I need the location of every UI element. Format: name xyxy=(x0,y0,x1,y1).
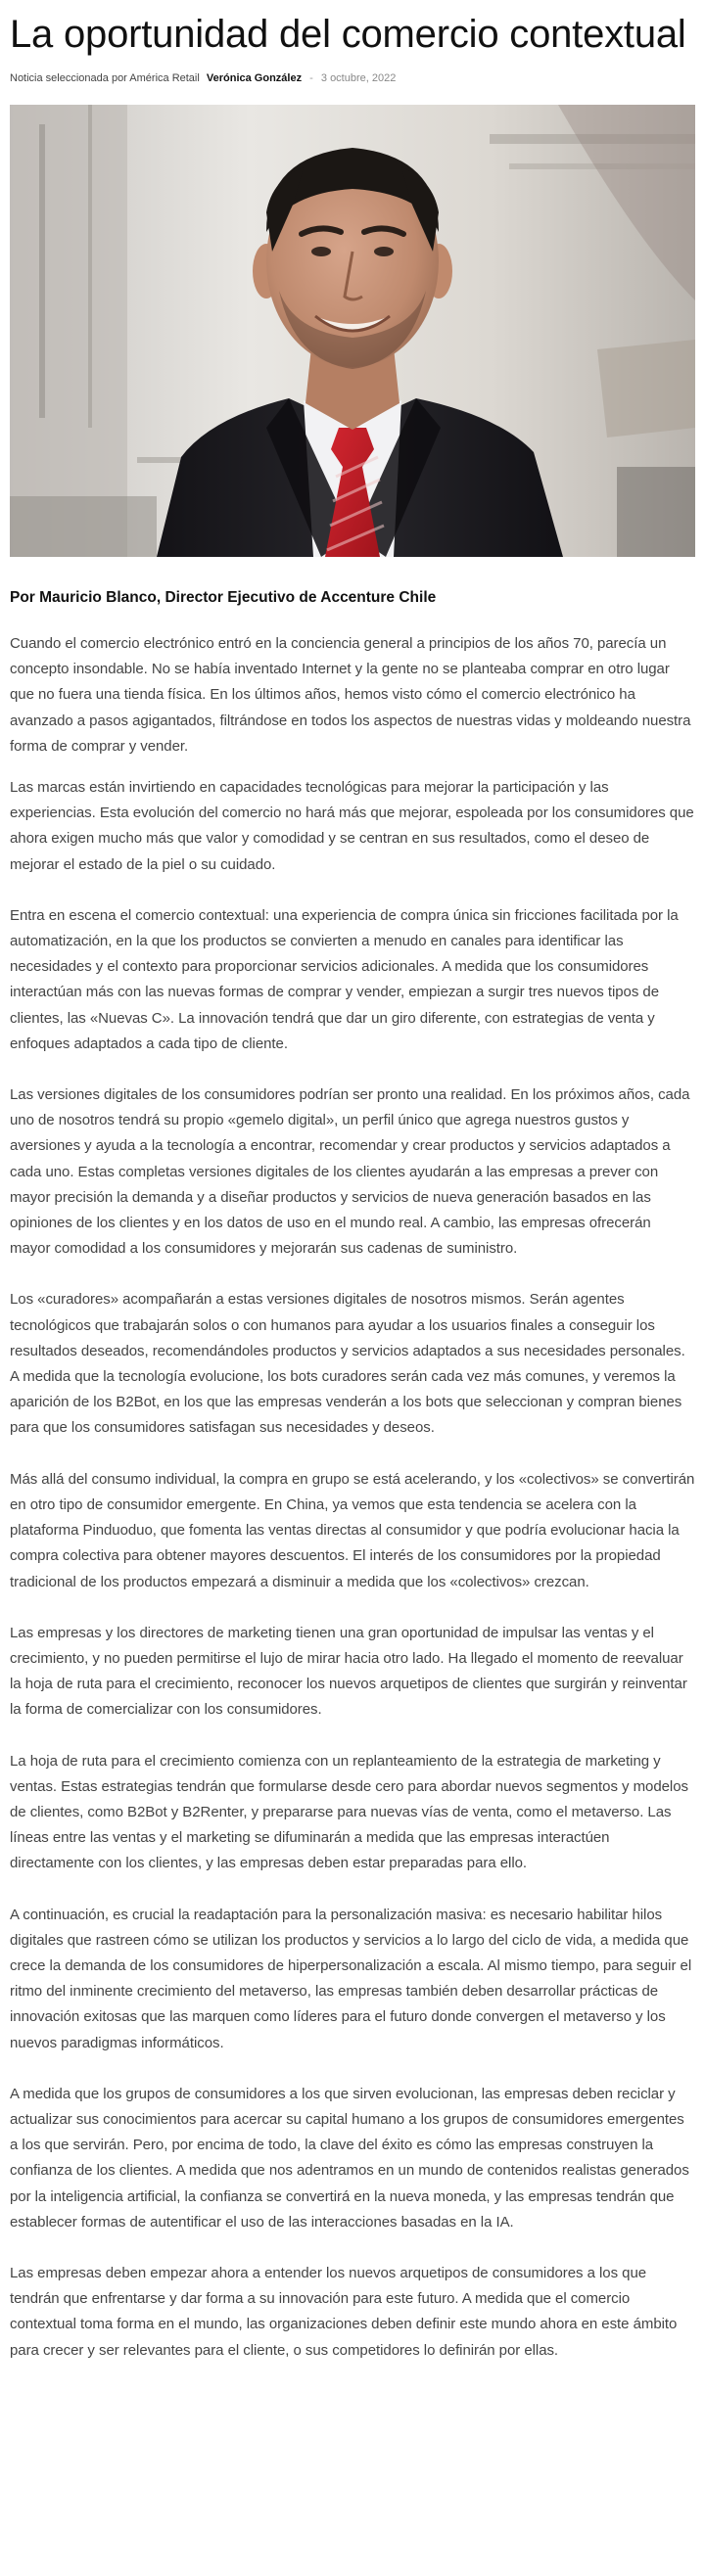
paragraph: Las marcas están invirtiendo en capacidades tecnológicas para mejorar la participación y las experiencias. Esta evolución del comercio no hará más que mejorar, espoleada por los consumidores que ahora exigen mucho más que valor y comodidad y se centran en sus resultados, como el deseo de mejorar el estado de la piel o su cuidado. xyxy=(10,779,694,873)
paragraph: La hoja de ruta para el crecimiento comienza con un replanteamiento de la estrategia de marketing y ventas. Estas estrategias tendrán que formularse desde cero para abordar nuevos segmentos y modelos de clientes, como B2Bot y B2Renter, y prepararse para nuevas vías de venta, como el metaverso. Las líneas entre las ventas y el marketing se difuminarán a medida que las empresas interactúen directamente con los clientes, y las empresas deben estar preparadas para ello. xyxy=(10,1752,688,1872)
paragraph: A continuación, es crucial la readaptación para la personalización masiva: es necesario habilitar hilos digitales que rastreen cómo se utilizan los productos y servicios a lo largo del ciclo de vida, a medida que crece la demanda de los consumidores de hiperpersonalización a escala. Al mismo tiempo, para seguir el ritmo del inminente crecimiento del metaverso, las empresas también deben desarrollar prácticas de innovación exitosas que las marquen como líderes para el futuro donde convergen el metaverso y los nuevos paradigmas informáticos. xyxy=(10,1906,692,2051)
hero-photo-illustration xyxy=(10,105,695,557)
paragraph: Las versiones digitales de los consumidores podrían ser pronto una realidad. En los próximos años, cada uno de nosotros tendrá su propio «gemelo digital», un perfil único que agrega nuestros gustos y aversiones y ayuda a la tecnología a encontrar, recomendar y crear productos y servicios adaptados a cada uno. Estas completas versiones digitales de los clientes ayudarán a las empresas a prever con mayor precisión la demanda y a diseñar productos y servicios de nueva generación basados en las opiniones de los clientes y en los datos de uso en el mundo real. A cambio, las empresas ofrecerán mayor comodidad a los consumidores y mejorarán sus cadenas de suministro. xyxy=(10,1086,690,1258)
author-link[interactable]: Verónica González xyxy=(206,72,303,84)
paragraph: Más allá del consumo individual, la compra en grupo se está acelerando, y los «colectivos» se convertirán en otro tipo de consumidor emergente. En China, ya vemos que esta tendencia se acelera con la plataforma Pinduoduo, que fomenta las ventas directas al consumidor y que podría evolucionar hacia la compra colectiva para obtener mayores descuentos. El interés de los consumidores por la propiedad tradicional de los productos empezará a disminuir a medida que los «colectivos» crezcan. xyxy=(10,1470,695,1590)
article xyxy=(10,0,695,2364)
article-byline: Por Mauricio Blanco, Director Ejecutivo de Accenture Chile xyxy=(10,589,437,606)
paragraph: Las empresas y los directores de marketing tienen una gran oportunidad de impulsar las ventas y el crecimiento, y no pueden permitirse el lujo de mirar hacia otro lado. Ha llegado el momento de reevaluar la hoja de ruta para el crecimiento, reconocer los nuevos arquetipos de clientes que surgirán y reinventar la forma de comercializar con los consumidores. xyxy=(10,1624,687,1719)
article-body xyxy=(10,631,695,2364)
meta-separator: - xyxy=(309,72,313,84)
paragraph: Los «curadores» acompañarán a estas versiones digitales de nosotros mismos. Serán agentes tecnológicos que trabajarán solos o con humanos para ayudar a los usuarios finales a conseguir los resultados deseados, recomendándoles productos y servicios adaptados a sus necesidades personales. A medida que la tecnología evolucione, los bots curadores serán cada vez más comunes, y veremos la aparición de los B2Bot, en los que las empresas venderán a los bots que seleccionan y compran bienes para que los consumidores satisfagan sus necesidades y deseos. xyxy=(10,1291,685,1437)
article-title: La oportunidad del comercio contextual xyxy=(10,13,686,56)
article-meta xyxy=(10,71,695,85)
paragraph: Entra en escena el comercio contextual: una experiencia de compra única sin fricciones facilitada por la automatización, en la que los productos se convierten a menudo en canales para identificar las necesidades y el contexto para proporcionar servicios adicionales. A medida que los consumidores interactúan más con las nuevas formas de comprar y vender, empiezan a surgir tres nuevos tipos de clientes, las «Nuevas C». La innovación tendrá que dar un giro diferente, con estrategias de venta y enfoques adaptados a cada tipo de cliente. xyxy=(10,906,679,1052)
hero-image xyxy=(10,105,695,557)
publish-date: 3 octubre, 2022 xyxy=(320,72,397,84)
meta-prefix: Noticia seleccionada por América Retail xyxy=(10,72,200,84)
paragraph: A medida que los grupos de consumidores a los que sirven evolucionan, las empresas deben reciclar y actualizar sus conocimientos para acercar su capital humano a los grupos de consumidores emergentes a los que servirán. Pero, por encima de todo, la clave del éxito es cómo las empresas construyen la confianza de los clientes. A medida que nos adentramos en un mundo de contenidos realistas generados por la inteligencia artificial, la confianza se convertirá en la nueva moneda, y las empresas tendrán que establecer formas de autentificar el uso de las interacciones basadas en la IA. xyxy=(10,2085,689,2231)
paragraph: Cuando el comercio electrónico entró en la conciencia general a principios de los años 70, parecía un concepto insondable. No se había inventado Internet y la gente no se planteaba comprar en otro lugar que no fuera una tienda física. En los últimos años, hemos visto cómo el comercio electrónico ha avanzado a pasos agigantados, filtrándose en todos los aspectos de nuestras vidas y moldeando nuestra forma de comprar y vender. xyxy=(10,635,691,755)
paragraph: Las empresas deben empezar ahora a entender los nuevos arquetipos de consumidores a los que tendrán que enfrentarse y dar forma a su innovación para este futuro. A medida que el comercio contextual toma forma en el mundo, las organizaciones deben definir este mundo ahora en este ámbito para crecer y ser relevantes para el cliente, o sus competidores lo definirán por ellas. xyxy=(10,2264,678,2359)
